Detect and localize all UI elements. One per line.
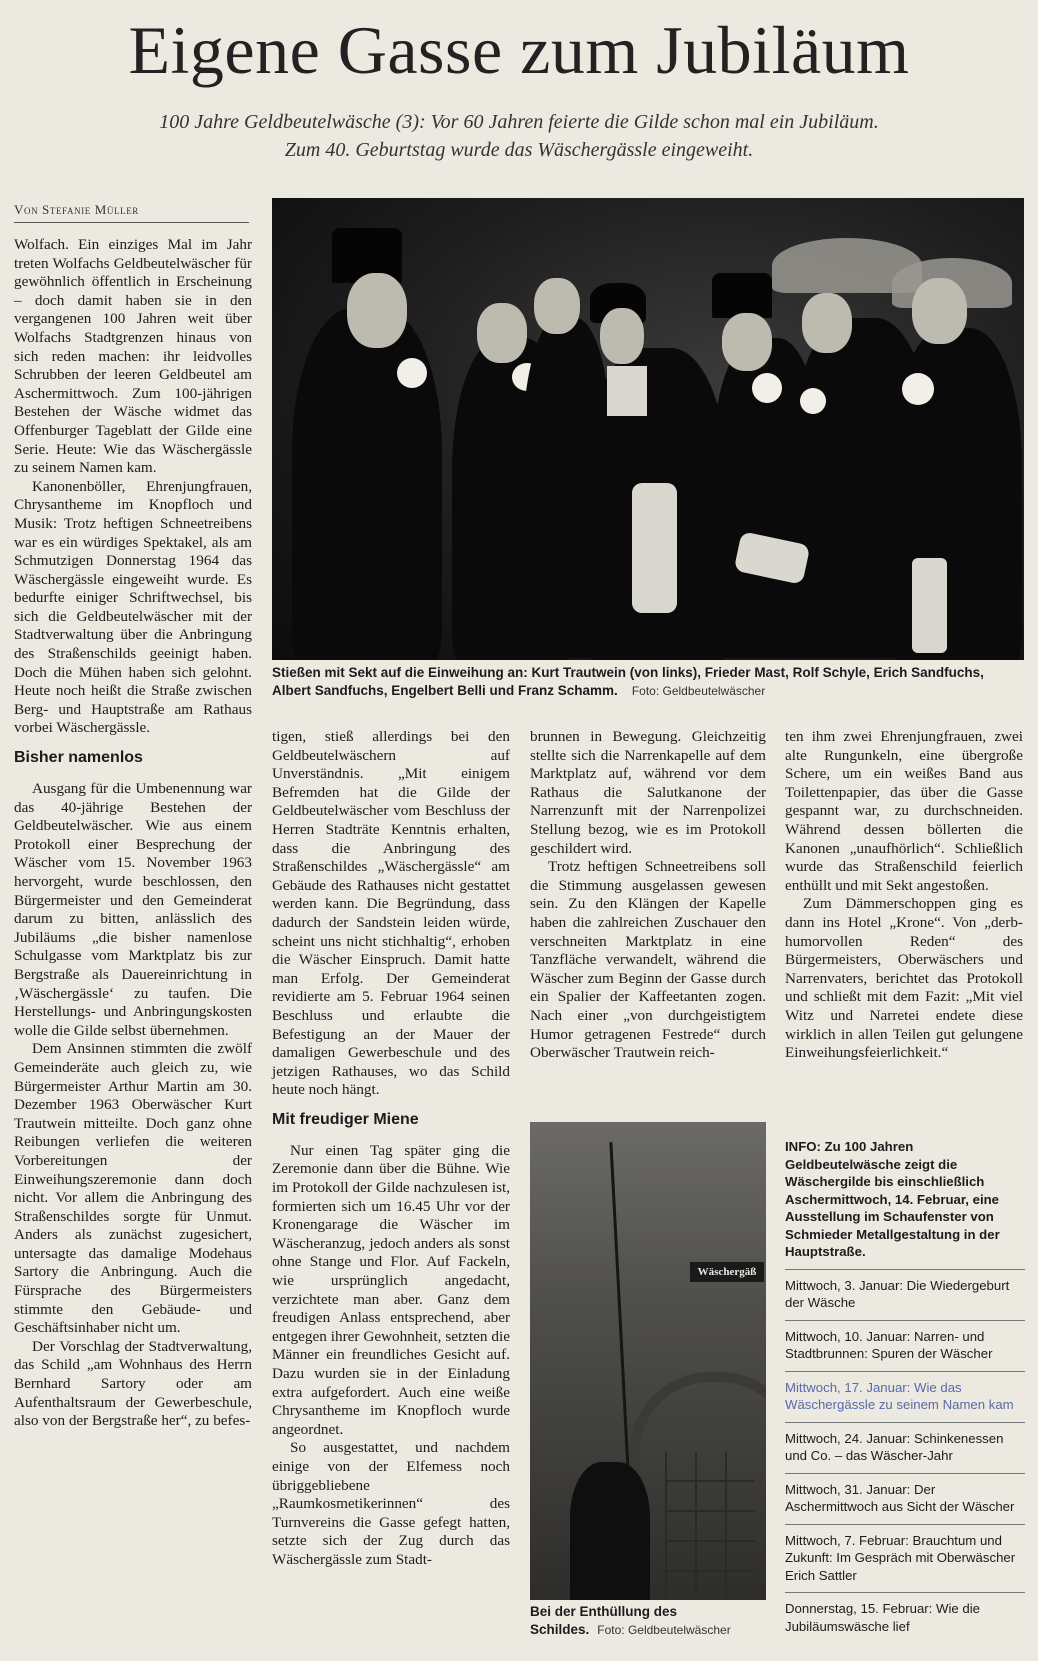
face — [722, 313, 772, 371]
article-column-3 — [530, 728, 766, 1128]
article-column-1 — [14, 236, 252, 1656]
paragraph: Zum Dämmerschoppen ging es dann ins Hotel „Krone“. Von „derb-humorvollen Reden“ des Bürgermeisters, Oberwäschers und Narrenvaters, berichtet das Protokoll und schließt mit dem Fazit: „Mit viel Witz und Narretei endete diese wirklich in allen Teilen gut gelungene Einweihungsfeierlichkeit.“ — [785, 895, 1023, 1062]
main-photo — [272, 198, 1024, 660]
main-photo-caption — [272, 664, 1024, 700]
byline: Von Stefanie Müller — [14, 202, 249, 223]
white-cloth — [632, 483, 677, 613]
face — [600, 308, 644, 364]
pole — [609, 1142, 629, 1472]
series-item-current: Mittwoch, 17. Januar: Wie das Wäschergässle zu seinem Namen kam — [785, 1372, 1025, 1423]
paragraph: Der Vorschlag der Stadtverwaltung, das Schild „am Wohnhaus des Herrn Bernhard Sartory oder am Aufenthaltsraum der Gewerbeschule, also von der Bergstraße her“, zu befes- — [14, 1337, 252, 1430]
section-heading-mit-freudiger-miene: Mit freudiger Miene — [272, 1110, 419, 1128]
series-item: Mittwoch, 3. Januar: Die Wiedergeburt der Wäsche — [785, 1270, 1025, 1321]
shirt — [607, 366, 647, 416]
chrysanthemum — [397, 358, 427, 388]
paragraph: Kanonenböller, Ehrenjungfrauen, Chrysantheme im Knopfloch und Musik: Trotz heftigen Schneetreibens war es ein würdiges Spektakel, als am Schmutzigen Donnerstag 1964 das Wäschergässle eingeweiht wurde. Es bedurfte einiger Schriftwechsel, bis sich die Geldbeutelwäscher mit der Stadtverwaltung über die Anbringung des Straßenschilds geeinigt haben. Doch die Mühen haben sich gelohnt. Heute noch heißt die Straße zwischen Berg- und Hauptstraße am Rathaus vorbei Wäschergässle. — [14, 477, 252, 737]
face — [477, 303, 527, 363]
caption-text: Stießen mit Sekt auf die Einweihung an: Kurt Trautwein (von links), Frieder Mast, Rolf Schyle, Erich Sandfuchs, Albert Sandfuchs, Engelbert Belli und Franz Schamm. — [272, 665, 984, 698]
series-item: Mittwoch, 31. Januar: Der Aschermittwoch aus Sicht der Wäscher — [785, 1474, 1025, 1525]
paragraph: Nur einen Tag später ging die Zeremonie dann über die Bühne. Wie im Protokoll der Gilde nachzulesen ist, formierten sich um 16.45 Uhr vor der Kronengarage die Wäscher im Wäscheranzug, jedoch anders als sonst ohne Stange und Flor. Auf Fackeln, wie ursprünglich angedacht, verzichtete man aber. Ganz dem freudigen Anlass entsprechend, aber entgegen ihrer Gewohnheit, setzten die Männer ein freundliches Gesicht auf. Dazu wurden sie in der Einladung extra aufgefordert. Auch eine weiße Chrysantheme im Knopfloch wurde angeordnet. — [272, 1141, 510, 1438]
headline: Eigene Gasse zum Jubiläum — [128, 12, 910, 88]
photo-credit: Foto: Geldbeutelwäscher — [631, 684, 766, 698]
subheadline — [40, 108, 998, 164]
paragraph: Ausgang für die Umbenennung war das 40-jährige Bestehen der Geldbeutelwäscher. Wie aus einem Protokoll einer Besprechung der Wäscher vom 15. November 1963 hervorgeht, wurde beschlossen, den Bürgermeister und den Gemeinderat darum zu bitten, anlässlich des Jubiläums „die bisher namenlose Schulgasse vom Marktplatz bis zur Bergstraße als Dauereinrichtung in ‚Wäschergässle‘ zu taufen. Die Herstellungs- und Anbringungskosten wolle die Gilde selbst übernehmen. — [14, 780, 252, 1039]
article-column-4 — [785, 728, 1023, 1133]
window-grid — [665, 1452, 755, 1600]
article-column-2 — [272, 728, 510, 1568]
face — [347, 273, 407, 348]
chrysanthemum — [752, 373, 782, 403]
sign-unveiling-photo — [530, 1122, 766, 1600]
paragraph: So ausgestattet, und nachdem einige von der Elfemess noch übriggebliebene „Raumkosmetikerinnen“ des Turnvereins die Gasse gefegt hatten, setzte sich der Zug durch das Wäschergässle zum Stadt- — [272, 1439, 510, 1568]
chrysanthemum — [902, 373, 934, 405]
photo-credit: Foto: Geldbeutelwäscher — [597, 1623, 731, 1637]
series-item: Mittwoch, 24. Januar: Schinkenessen und Co. – das Wäscher-Jahr — [785, 1423, 1025, 1474]
paragraph-lead: Wolfach. Ein einziges Mal im Jahr treten Wolfachs Geldbeutelwäscher für gewöhnlich öffentlich in Erscheinung – doch damit haben sie in den vergangenen 100 Jahren weit über Wolfachs Stadtgrenzen hinaus von sich reden machen: ihr leidvolles Schrubben der leeren Geldbeutel am Aschermittwoch. Zum 100-jährigen Bestehen der Wäsche widmet das Offenburger Tageblatt der Gilde eine Serie. Heute: Wie das Wäschergässle zu seinem Namen kam. — [14, 236, 252, 477]
series-item: Mittwoch, 7. Februar: Brauchtum und Zukunft: Im Gespräch mit Oberwäscher Erich Sattler — [785, 1525, 1025, 1594]
paragraph: brunnen in Bewegung. Gleichzeitig stellte sich die Narrenkapelle auf dem Marktplatz auf, während vor dem Rathaus die Salutkanone der Narrenzunft mit der Narrenpolizei Stellung bezog, wie es im Protokoll geschildert wird. — [530, 728, 766, 857]
series-item: Donnerstag, 15. Februar: Wie die Jubiläumswäsche lief — [785, 1601, 980, 1634]
sign-photo-caption — [530, 1603, 766, 1639]
subheadline-line-1: 100 Jahre Geldbeutelwäsche (3): Vor 60 Jahren feierte die Gilde schon mal ein Jubiläum. — [159, 111, 879, 133]
paragraph: Trotz heftigen Schneetreibens soll die Stimmung ausgelassen gewesen sein. Zu den Klängen der Kapelle haben die zahlreichen Zuschauer den verschneiten Marktplatz in eine Tanzfläche verwandelt, während die Wäscher zum Beginn der Gasse durch ein Spalier der Kaffeetanten zogen. Nach einer „von durchgeistigtem Humor getragenen Festrede“ durch Oberwäscher Trautwein reich- — [530, 858, 766, 1062]
paragraph: ten ihm zwei Ehrenjungfrauen, zwei alte Rungunkeln, eine übergroße Schere, um ein weißes Band aus Toilettenpapier, das über die Gasse gespannt war, zu durchschneiden. Während dessen böllerten die Kanonen „unaufhörlich“. Schließlich wurde das Straßenschild feierlich enthüllt und mit Sekt angestoßen. — [785, 728, 1023, 894]
face — [802, 293, 852, 353]
caption-text: Bei der Enthüllung des Schildes. — [530, 1604, 678, 1637]
paragraph: tigen, stieß allerdings bei den Geldbeutelwäschern auf Unverständnis. „Mit einigem Befremden hat die Gilde der Geldbeutelwäscher vom Beschluss der Herren Stadträte Kenntnis erhalten, dass die Anbringung des Straßenschildes „Wäschergässle“ am Gebäude des Rathauses nicht gestattet werden kann. Die Begründung, dass dadurch der Sandstein leiden würde, scheint uns nicht stichhaltig“, erhoben die Wäscher Einspruch. Damit hatte man Erfolg. Der Gemeinderat revidierte am 5. Februar 1964 seinen Beschluss und erlaubte die Befestigung an der Mauer der damaligen Gewerbeschule und des jetzigen Rathauses, wo das Schild heute noch hängt. — [272, 728, 510, 1099]
face — [912, 278, 967, 344]
info-box — [785, 1138, 1025, 1643]
street-sign: Wäschergäß — [690, 1262, 764, 1282]
subheadline-line-2: Zum 40. Geburtstag wurde das Wäschergässle eingeweiht. — [284, 139, 754, 161]
face — [534, 278, 580, 334]
white-cloth — [912, 558, 947, 653]
series-item: Mittwoch, 10. Januar: Narren- und Stadtbrunnen: Spuren der Wäscher — [785, 1321, 1025, 1372]
top-hat — [712, 273, 772, 318]
chrysanthemum — [800, 388, 826, 414]
info-intro: INFO: Zu 100 Jahren Geldbeutelwäsche zeigt die Wäschergilde bis einschließlich Aschermittwoch, 14. Februar, eine Ausstellung im Schaufenster von Schmieder Metallgestaltung in der Hauptstraße. — [785, 1138, 1025, 1270]
paragraph: Dem Ansinnen stimmten die zwölf Gemeinderäte auch gleich zu, wie Bürgermeister Arthur Martin am 30. Dezember 1963 Oberwäscher Kurt Trautwein mitteilte. Doch ganz ohne Reibungen verliefen die weiteren Vorbereitungen der Einweihungszeremonie dann doch nicht. Vor allem die Anbringung des Straßenschildes sorgte für Unmut. Anders als zunächst zugesichert, untersagte das damalige Modehaus Sartory die Anbringung. Auch die Fürsprache des Bürgermeisters stimmte den Gebäude- und Geschäftsinhaber nicht um. — [14, 1040, 252, 1337]
person-silhouette — [570, 1462, 650, 1600]
section-heading-bisher-namenlos: Bisher namenlos — [14, 749, 143, 767]
